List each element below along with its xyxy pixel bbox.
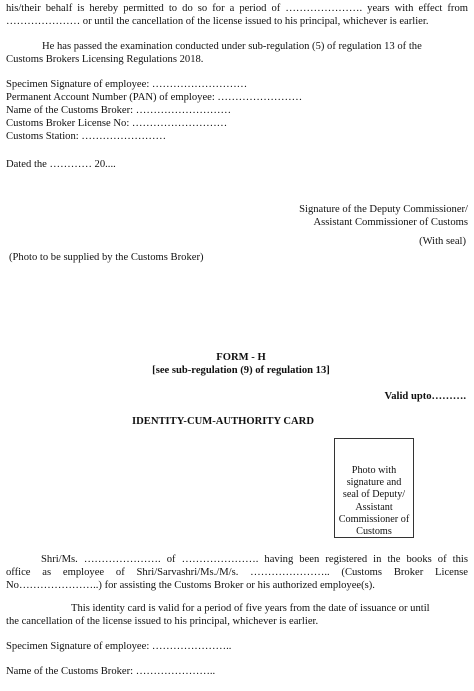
broker-license-field: Customs Broker License No: ……………………… [6,118,228,129]
permission-validity-line: ………………… or until the cancellation of the license issued to his principal, whichever is earlier. [6,16,429,27]
photo-box-line: signature and [346,477,402,489]
body-line-3: No…………………..) for assisting the Customs Broker or his authorized employee(s). [6,580,375,591]
photo-box-line: seal of Deputy/ [342,489,406,501]
body-line-2: office as employee of Shri/Sarvashri/Ms./M/s. ………………….. (Customs Broker License [6,567,468,578]
signature-line-1: Signature of the Deputy Commissioner/ [299,204,468,215]
dated-field: Dated the ………… 20.... [6,159,116,170]
specimen-signature-field: Specimen Signature of employee: ……………………… [6,79,248,90]
valid-upto: Valid upto………. [384,391,466,402]
signature-line-2: Assistant Commissioner of Customs [313,217,468,228]
photo-box-line: Assistant [355,501,393,513]
card-title: IDENTITY-CUM-AUTHORITY CARD [132,416,314,427]
body-line-1: Shri/Ms. …………………. of …………………. having been registered in the books of this [41,554,468,565]
form-title: FORM - H [216,352,266,363]
pan-field: Permanent Account Number (PAN) of employee: …………………… [6,92,303,103]
broker-name-field-2: Name of the Customs Broker: ………………….. [6,666,216,677]
exam-line-2: Customs Brokers Licensing Regulations 2018. [6,54,204,65]
validity-line-2: the cancellation of the license issued to his principal, whichever is earlier. [6,616,319,627]
photo-box-line: Photo with [351,465,397,476]
validity-line-1: This identity card is valid for a period of five years from the date of issuance or until [71,603,430,614]
with-seal: (With seal) [419,236,466,247]
specimen-signature-field-2: Specimen Signature of employee: ………………….. [6,641,232,652]
photo-note: (Photo to be supplied by the Customs Broker) [9,252,204,263]
exam-line-1: He has passed the examination conducted under sub-regulation (5) of regulation 13 of the [42,41,422,52]
photo-placeholder-box [334,438,414,538]
form-subtitle: [see sub-regulation (9) of regulation 13] [152,365,330,376]
broker-name-field: Name of the Customs Broker: ……………………… [6,105,232,116]
photo-box-line: Customs [356,526,392,538]
customs-station-field: Customs Station: …………………… [6,131,167,142]
permission-period-line: his/their behalf is hereby permitted to do so for a period of …………………. years with effect from [6,3,468,14]
photo-box-line: Commissioner of [338,513,410,525]
